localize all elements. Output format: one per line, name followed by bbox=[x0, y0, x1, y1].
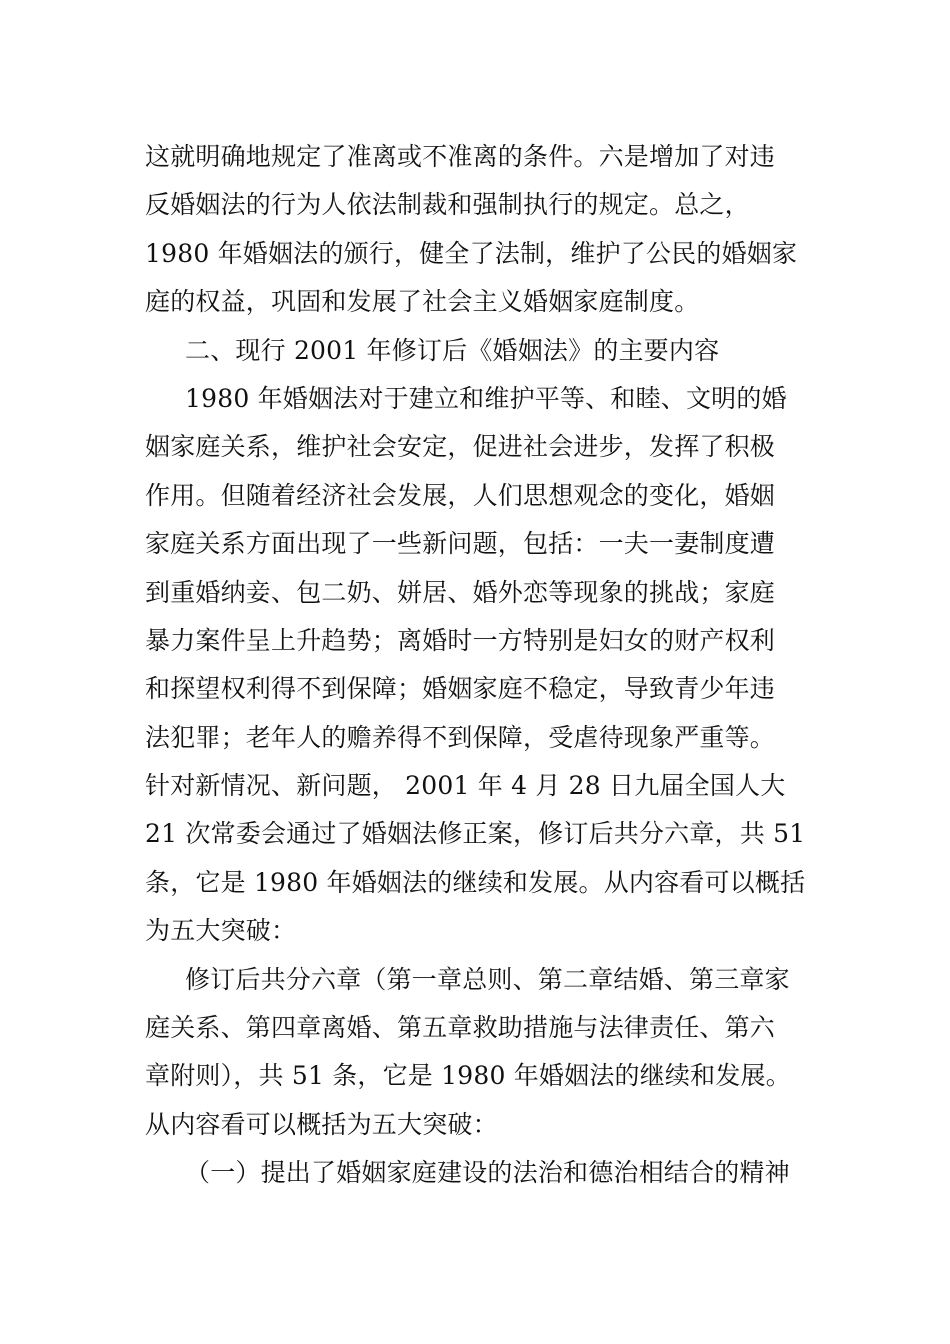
text-line: 1980 年婚姻法的颁行，健全了法制，维护了公民的婚姻家 bbox=[145, 238, 798, 268]
text-line: 针对新情况、新问题， 2001 年 4 月 28 日九届全国人大 bbox=[145, 771, 786, 801]
section-heading: 二、现行 2001 年修订后《婚姻法》的主要内容 bbox=[185, 335, 720, 365]
text-line: 修订后共分六章（第一章总则、第二章结婚、第三章家 bbox=[185, 964, 790, 994]
text-line: 21 次常委会通过了婚姻法修正案，修订后共分六章，共 51 bbox=[145, 819, 806, 849]
text-line: 1980 年婚姻法对于建立和维护平等、和睦、文明的婚 bbox=[185, 383, 787, 413]
text-line: 为五大突破： bbox=[145, 916, 297, 946]
text-line: 暴力案件呈上升趋势；离婚时一方特别是妇女的财产权利 bbox=[145, 625, 776, 655]
text-line: 庭关系、第四章离婚、第五章救助措施与法律责任、第六 bbox=[145, 1013, 776, 1043]
text-line: 和探望权利得不到保障；婚姻家庭不稳定，导致青少年违 bbox=[145, 674, 776, 704]
document-body bbox=[145, 133, 810, 1198]
text-line: 从内容看可以概括为五大突破： bbox=[145, 1109, 498, 1139]
text-line: 家庭关系方面出现了一些新问题，包括：一夫一妻制度遭 bbox=[145, 529, 776, 559]
text-line: 到重婚纳妾、包二奶、姘居、婚外恋等现象的挑战；家庭 bbox=[145, 577, 776, 607]
text-line: 作用。但随着经济社会发展，人们思想观念的变化，婚姻 bbox=[145, 480, 776, 510]
section-subheading: （一）提出了婚姻家庭建设的法治和德治相结合的精神 bbox=[185, 1158, 790, 1188]
text-line: 法犯罪；老年人的赡养得不到保障，受虐待现象严重等。 bbox=[145, 722, 776, 752]
text-line: 章附则），共 51 条，它是 1980 年婚姻法的继续和发展。 bbox=[145, 1061, 791, 1091]
text-line: 条，它是 1980 年婚姻法的继续和发展。从内容看可以概括 bbox=[145, 867, 806, 897]
text-line: 姻家庭关系，维护社会安定，促进社会进步，发挥了积极 bbox=[145, 432, 776, 462]
text-line: 反婚姻法的行为人依法制裁和强制执行的规定。总之， bbox=[145, 190, 750, 220]
text-line: 这就明确地规定了准离或不准离的条件。六是增加了对违 bbox=[145, 142, 776, 171]
text-line: 庭的权益，巩固和发展了社会主义婚姻家庭制度。 bbox=[145, 287, 700, 317]
